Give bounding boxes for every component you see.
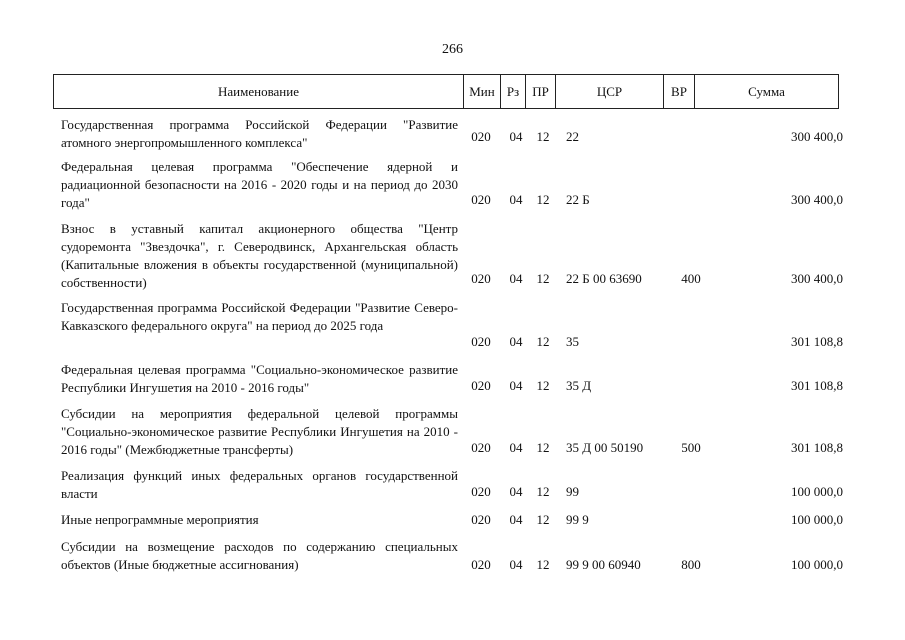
row-sum: 301 108,8 xyxy=(791,334,843,349)
row-csr: 22 xyxy=(566,129,579,144)
row-rz: 04 xyxy=(509,440,523,455)
row-rz: 04 xyxy=(509,192,523,207)
header-row xyxy=(54,75,839,109)
row-name: Реализация функций иных федеральных органов государственной власти xyxy=(61,468,458,501)
row-min: 020 xyxy=(471,557,491,572)
row-rz: 04 xyxy=(509,271,523,286)
row-name: Субсидии на мероприятия федеральной целевой программы "Социально-экономическое развитие Республики Ингушетия на 2010 - 2016 годы" (Межбюджетные трансферты) xyxy=(61,406,458,457)
row-min: 020 xyxy=(471,129,491,144)
row-name: Федеральная целевая программа "Обеспечение ядерной и радиационной безопасности на 2016 - 2020 годы и на период до 2030 года" xyxy=(61,159,458,210)
row-name: Субсидии на возмещение расходов по содержанию специальных объектов (Иные бюджетные ассигнования) xyxy=(61,539,458,572)
row-csr: 99 9 00 60940 xyxy=(566,557,641,572)
row-csr: 22 Б xyxy=(566,192,590,207)
row-sum: 100 000,0 xyxy=(791,557,843,572)
row-name: Государственная программа Российской Федерации "Развитие атомного энергопромышленного комплекса" xyxy=(61,117,458,150)
row-pr: 12 xyxy=(536,378,550,393)
row-pr: 12 xyxy=(536,484,550,499)
row-rz: 04 xyxy=(509,484,523,499)
row-sum: 300 400,0 xyxy=(791,271,843,286)
row-min: 020 xyxy=(471,484,491,499)
row-min: 020 xyxy=(471,271,491,286)
row-rz: 04 xyxy=(509,557,523,572)
row-name: Федеральная целевая программа "Социально-экономическое развитие Республики Ингушетия на 2010 - 2016 годы" xyxy=(61,362,458,395)
row-min: 020 xyxy=(471,378,491,393)
row-pr: 12 xyxy=(536,557,550,572)
row-pr: 12 xyxy=(536,512,550,527)
header-vr: ВР xyxy=(664,75,695,109)
row-pr: 12 xyxy=(536,334,550,349)
row-pr: 12 xyxy=(536,192,550,207)
row-csr: 99 xyxy=(566,484,579,499)
row-csr: 35 Д 00 50190 xyxy=(566,440,644,455)
row-vr: 400 xyxy=(681,271,701,286)
row-pr: 12 xyxy=(536,129,550,144)
row-pr: 12 xyxy=(536,271,550,286)
row-rz: 04 xyxy=(509,512,523,527)
row-name: Государственная программа Российской Федерации "Развитие Северо-Кавказского федерального округа" на период до 2025 года xyxy=(61,300,458,333)
row-csr: 99 9 xyxy=(566,512,589,527)
table-header xyxy=(53,74,839,109)
row-csr: 35 xyxy=(566,334,579,349)
row-name: Взнос в уставный капитал акционерного общества "Центр судоремонта "Звездочка", г. Северодвинск, Архангельская область (Капитальные вложения в объекты государственной (муниципальной) собственности) xyxy=(61,221,458,290)
page-number: 266 xyxy=(442,42,463,57)
row-min: 020 xyxy=(471,440,491,455)
header-min: Мин xyxy=(464,75,501,109)
row-min: 020 xyxy=(471,192,491,207)
row-sum: 301 108,8 xyxy=(791,440,843,455)
row-csr: 35 Д xyxy=(566,378,592,393)
row-sum: 100 000,0 xyxy=(791,512,843,527)
row-vr: 500 xyxy=(681,440,701,455)
row-csr: 22 Б 00 63690 xyxy=(566,271,642,286)
row-sum: 300 400,0 xyxy=(791,129,843,144)
row-rz: 04 xyxy=(509,129,523,144)
row-pr: 12 xyxy=(536,440,550,455)
row-sum: 100 000,0 xyxy=(791,484,843,499)
row-sum: 300 400,0 xyxy=(791,192,843,207)
header-sum: Сумма xyxy=(695,75,839,109)
row-rz: 04 xyxy=(509,378,523,393)
header-csr: ЦСР xyxy=(556,75,664,109)
row-vr: 800 xyxy=(681,557,701,572)
row-rz: 04 xyxy=(509,334,523,349)
header-pr: ПР xyxy=(526,75,556,109)
row-name: Иные непрограммные мероприятия xyxy=(61,512,259,527)
row-min: 020 xyxy=(471,512,491,527)
row-sum: 301 108,8 xyxy=(791,378,843,393)
header-rz: Рз xyxy=(501,75,526,109)
row-min: 020 xyxy=(471,334,491,349)
header-name: Наименование xyxy=(54,75,464,109)
